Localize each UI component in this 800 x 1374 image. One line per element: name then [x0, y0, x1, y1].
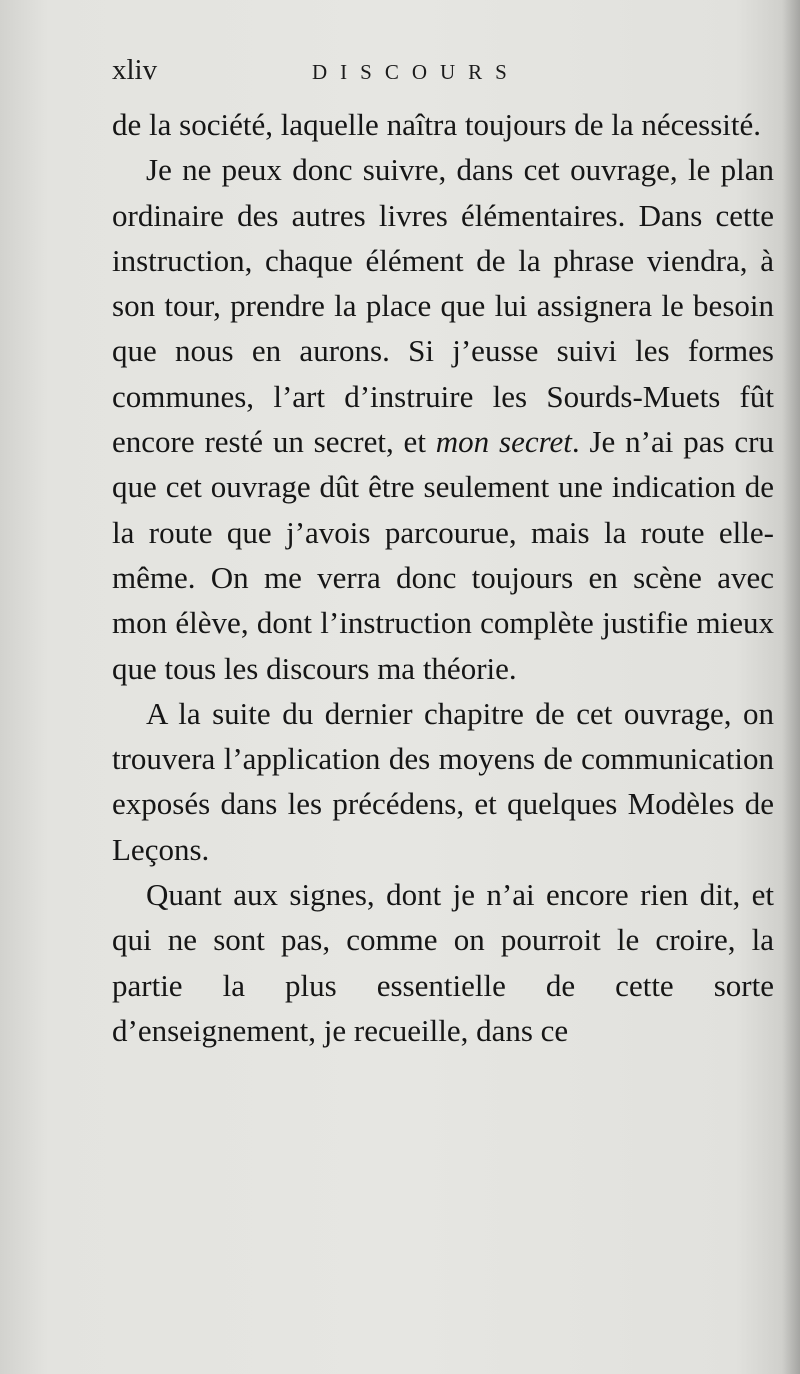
- paragraph-3: A la suite du dernier chapitre de cet ouvrage, on trouvera l’application des moyens de communication exposés dans les précédens, et quelques Modèles de Leçons.: [112, 695, 774, 867]
- paragraph-2-part-a: Je ne peux donc suivre, dans cet ouvrage, le plan ordinaire des autres livres élémentaires. Dans cette instruction, chaque élément de la phrase viendra, à son tour, prendre la place que lui assignera le besoin que nous en aurons. Si j’eusse suivi les formes communes, l’art d’instruire les Sourds-Muets fût encore resté un secret, et: [112, 152, 774, 460]
- paragraph-4: Quant aux signes, dont je n’ai encore rien dit, et qui ne sont pas, comme on pourroit le croire, la partie la plus essentielle de cette sorte d’enseignement, je recueille, dans ce: [112, 877, 774, 1048]
- emphasis-mon-secret: mon secret: [435, 424, 572, 460]
- running-title: DISCOURS: [312, 60, 520, 84]
- paragraph-2-part-b: . Je n’ai pas cru que cet ouvrage dût être seulement une indication de la route que j’avois parcourue, mais la route elle-même. On me verra donc toujours en scène avec mon élève, dont l’instruction complète justifie mieux que tous les discours ma théorie.: [112, 424, 774, 686]
- page-edge-shadow: [782, 0, 800, 1374]
- page-number: xliv: [112, 54, 158, 86]
- body-text: [112, 102, 774, 1053]
- paragraph-1: de la société, laquelle naîtra toujours de la nécessité.: [112, 107, 762, 142]
- running-head: [112, 54, 772, 94]
- paragraph-2: [112, 147, 774, 691]
